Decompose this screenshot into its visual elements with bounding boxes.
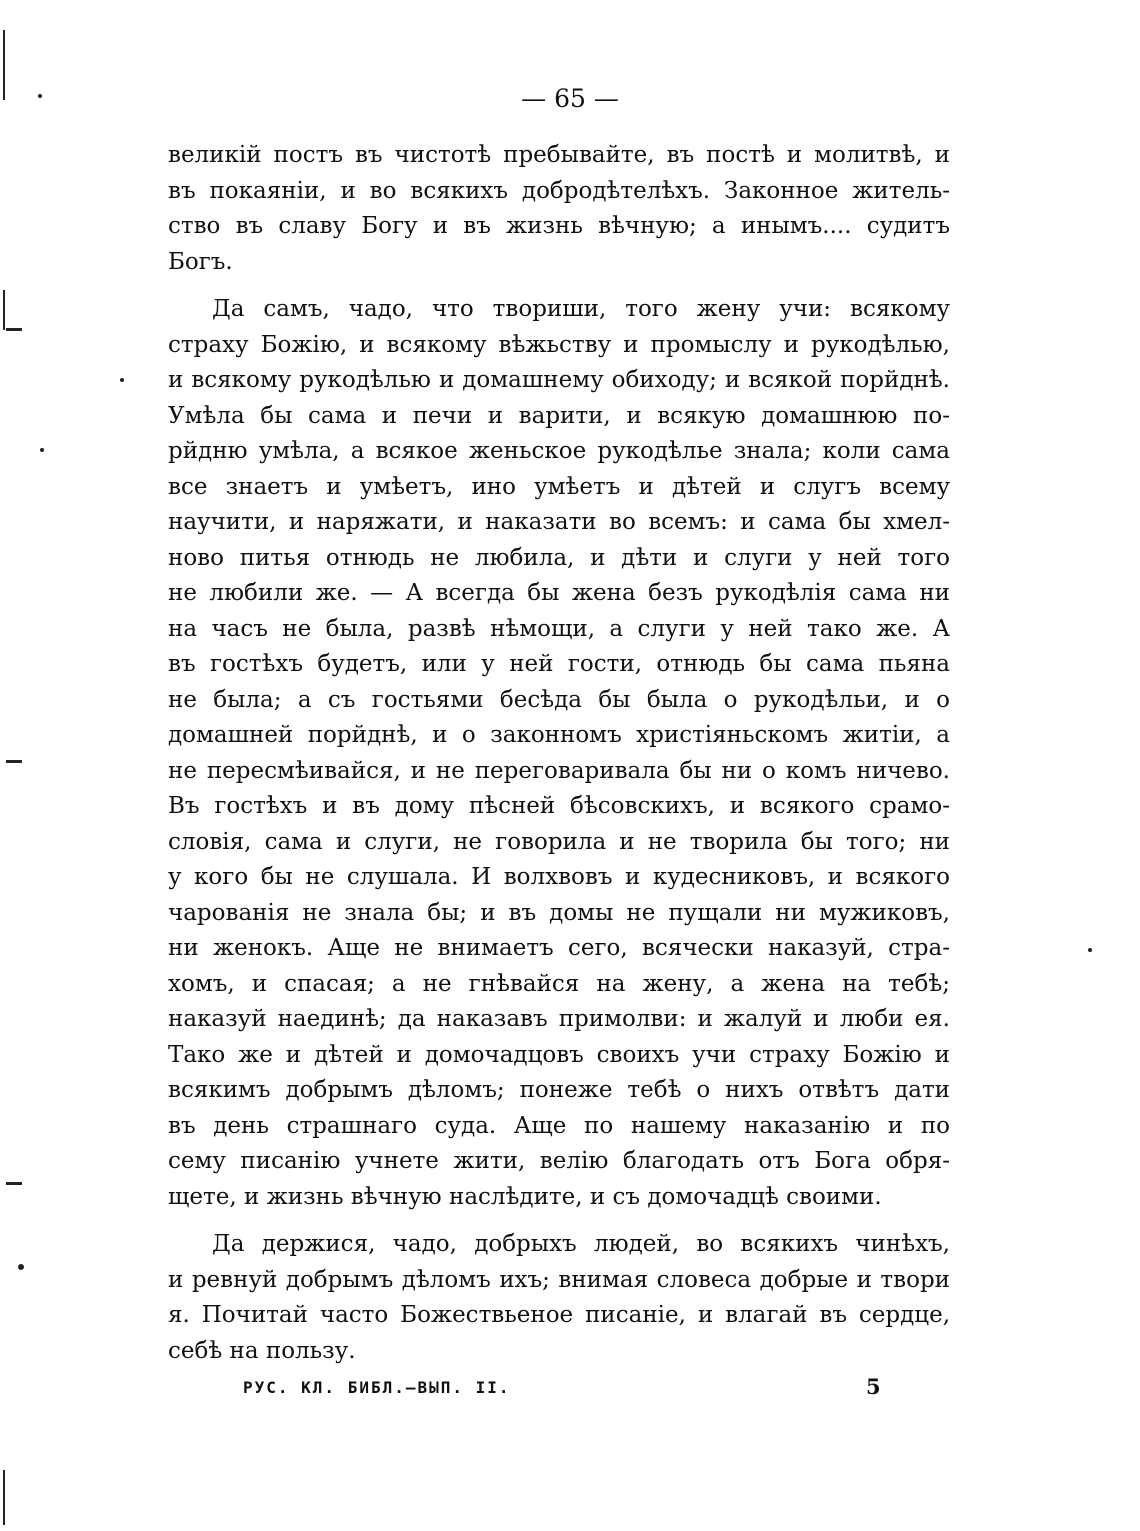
text-line: всякимъ добрымъ дѣломъ; понеже тебѣ о нихъ отвѣтъ дати (168, 1077, 950, 1103)
text-line: великій постъ въ чистотѣ пребывайте, въ постѣ и молитвѣ, и (168, 142, 950, 168)
text-line: щете, и жизнь вѣчную наслѣдите, и съ домочадцѣ своими. (168, 1183, 882, 1210)
text-line: у кого бы не слушала. И волхвовъ и кудесниковъ, и всякого (168, 864, 950, 890)
text-line: Богъ. (168, 248, 233, 275)
paragraph-2 (168, 292, 950, 1215)
text-line: сему писанію учнете жити, велію благодать отъ Бога обря- (168, 1148, 950, 1174)
text-line: домашней порйднѣ, и о законномъ христіяньскомъ житіи, а (168, 722, 950, 748)
text-line: словія, сама и слуги, не говорила и не творила бы того; ни (168, 828, 950, 855)
paragraph-3 (168, 1227, 950, 1369)
body-text (168, 138, 950, 1381)
text-line: ство въ славу Богу и въ жизнь вѣчную; а инымъ.... судитъ (168, 213, 950, 239)
text-line: себѣ на пользу. (168, 1337, 356, 1364)
text-line: хомъ, и спасая; а не гнѣвайся на жену, а жена на тебѣ; (168, 970, 950, 997)
text-line: не любили же. — А всегда бы жена безъ рукодѣлія сама ни (168, 580, 950, 606)
margin-dot (40, 448, 44, 452)
text-line: Да держися, чадо, добрыхъ людей, во всякихъ чинѣхъ, (212, 1231, 950, 1257)
signature-number: 5 (866, 1374, 881, 1399)
margin-dot (120, 378, 124, 382)
text-line: я. Почитай часто Божествьеное писаніе, и влагай въ сердце, (168, 1302, 950, 1328)
text-line: на часъ не была, развѣ нѣмощи, а слуги у ней тако же. А (168, 615, 950, 642)
margin-dot (1088, 948, 1092, 952)
text-line: не пересмѣивайся, и не переговаривала бы ни о комъ ничево. (168, 757, 950, 784)
text-line: рйдню умѣла, а всякое женьское рукодѣлье знала; коли сама (168, 438, 950, 464)
text-line: Да самъ, чадо, что твориши, того жену учи: всякому (212, 296, 950, 322)
paragraph-1 (168, 138, 950, 280)
text-line: въ день страшнаго суда. Аще по нашему наказанію и по (168, 1112, 950, 1139)
text-line: наказуй наединѣ; да наказавъ примолви: и жалуй и люби ея. (168, 1006, 950, 1032)
footer-signature: РУС. КЛ. БИБЛ.—ВЫП. II. (243, 1378, 511, 1397)
margin-dot (18, 1264, 24, 1270)
margin-dash (6, 1182, 22, 1185)
text-line: ново питья отнюдь не любила, и дѣти и слуги у ней того (168, 544, 950, 571)
text-line: въ покаяніи, и во всякихъ добродѣтелѣхъ. Законное житель- (168, 177, 950, 204)
margin-line (3, 1470, 5, 1525)
text-line: въ гостѣхъ будетъ, или у ней гости, отнюдь бы сама пьяна (168, 651, 950, 677)
page-number: — 65 — (521, 84, 619, 113)
text-line: страху Божію, и всякому вѣжьству и промыслу и рукодѣлью, (168, 331, 950, 358)
text-line: и всякому рукодѣлью и домашнему обиходу; и всякой порйднѣ. (168, 367, 950, 393)
text-line: Въ гостѣхъ и въ дому пѣсней бѣсовскихъ, и всякого срамо- (168, 793, 950, 819)
margin-dash (6, 760, 22, 763)
text-line: и ревнуй добрымъ дѣломъ ихъ; внимая словеса добрые и твори (168, 1266, 950, 1293)
text-line: научити, и наряжати, и наказати во всемъ: и сама бы хмел- (168, 509, 950, 535)
text-line: Умѣла бы сама и печи и варити, и всякую домашнюю по- (168, 402, 950, 429)
margin-line (3, 290, 5, 330)
text-line: ни женокъ. Аще не внимаетъ сего, всячески наказуй, стра- (168, 935, 950, 961)
text-line: все знаетъ и умѣетъ, ино умѣетъ и дѣтей и слугъ всему (168, 473, 950, 500)
margin-dash (6, 328, 22, 331)
text-line: Тако же и дѣтей и домочадцовъ своихъ учи страху Божію и (168, 1041, 950, 1068)
text-line: чарованія не знала бы; и въ домы не пущали ни мужиковъ, (168, 899, 950, 926)
text-line: не была; а съ гостьями бесѣда бы была о рукодѣльи, и о (168, 686, 950, 713)
